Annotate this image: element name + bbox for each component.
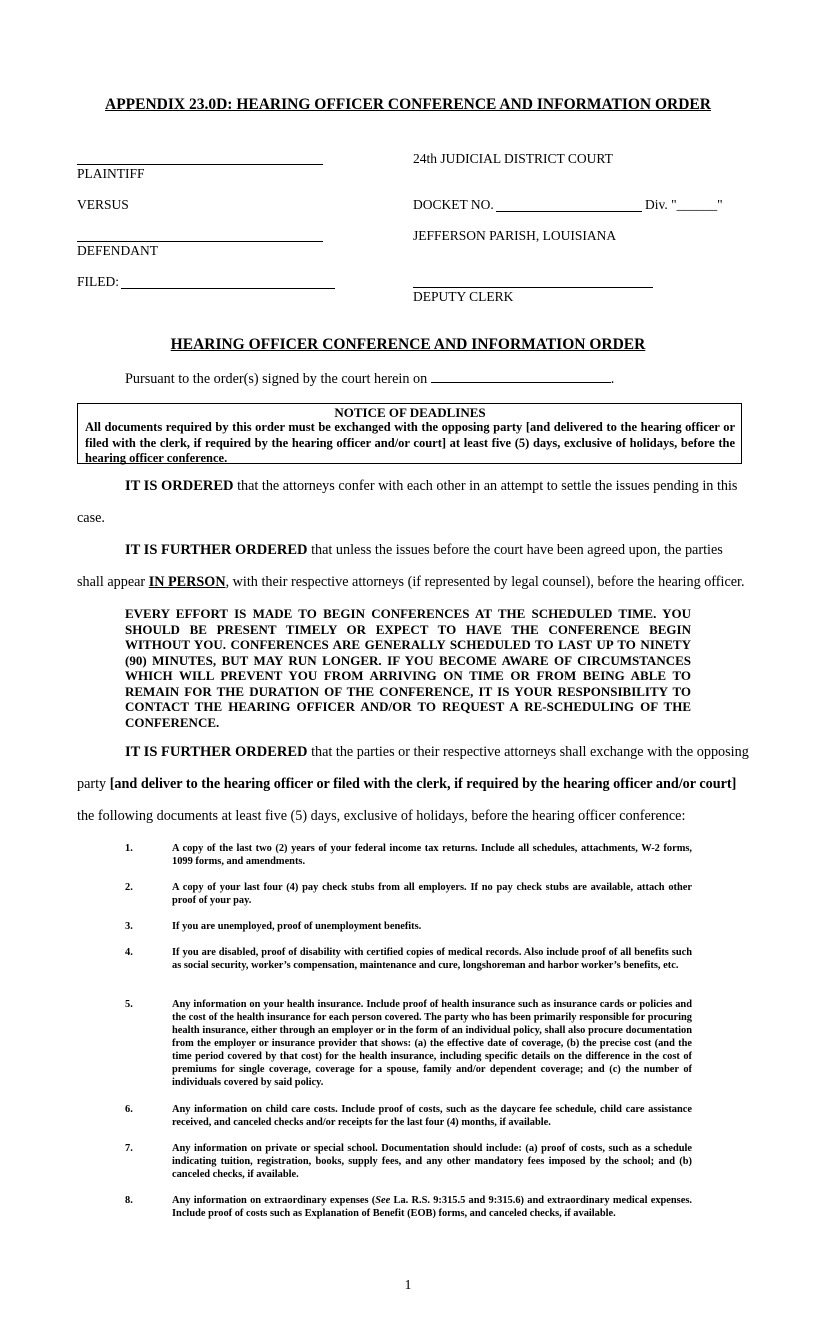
list-item-text: Any information on child care costs. Include proof of costs, such as the daycare fee schedule, child care assistance received, and canceled checks and/or receipts for the last four (4) months, if available. xyxy=(172,1104,692,1128)
further-ordered-text: that unless the issues before the court have been agreed upon, the parties xyxy=(307,542,723,558)
notice-body: All documents required by this order must be exchanged with the opposing party [and delivered to the hearing officer or filed with the clerk, if required by the hearing officer and/or court] at least five (5) days, exclusive of holidays, before the hearing officer conference. xyxy=(85,420,735,465)
paragraph-exchange-line-3: the following documents at least five (5) days, exclusive of holidays, before the hearing officer conference: xyxy=(77,808,686,824)
ordered-text: that the attorneys confer with each other in an attempt to settle the issues pending in this xyxy=(233,478,738,494)
notice-heading: NOTICE OF DEADLINES xyxy=(334,405,486,420)
list-item-text xyxy=(172,1194,692,1220)
list-item-number: 8. xyxy=(125,1195,133,1206)
paragraph-ordered-line-2: case. xyxy=(77,510,105,526)
parish-name: JEFFERSON PARISH, LOUISIANA xyxy=(413,228,617,243)
appear-text: shall appear xyxy=(77,574,149,590)
exchange-heading: IT IS FURTHER ORDERED xyxy=(125,744,308,760)
order-title: HEARING OFFICER CONFERENCE AND INFORMATION ORDER xyxy=(170,336,646,353)
pursuant-end: . xyxy=(610,371,615,387)
plaintiff-signature-line xyxy=(77,164,323,165)
notice-of-deadlines-box xyxy=(77,403,742,464)
page-number: 1 xyxy=(404,1278,412,1293)
paragraph-exchange-line-1 xyxy=(125,744,749,761)
deputy-clerk-label: DEPUTY CLERK xyxy=(413,289,514,304)
document-title: APPENDIX 23.0D: HEARING OFFICER CONFERENCE AND INFORMATION ORDER xyxy=(105,96,711,113)
division-label: Div. "______" xyxy=(645,197,723,212)
item-8-text-end: La. R.S. 9:315.5 and 9:315.6) and extraordinary medical expenses. Include proof of costs such as Explanation of Benefit (EOB) forms, and canceled checks, if available. xyxy=(172,1195,692,1219)
party-text: party xyxy=(77,776,110,792)
deputy-clerk-signature-line xyxy=(413,287,653,288)
ordered-heading: IT IS ORDERED xyxy=(125,478,234,494)
court-name: 24th JUDICIAL DISTRICT COURT xyxy=(413,151,613,166)
list-item-text: A copy of your last four (4) pay check stubs from all employers. If no pay check stubs are available, attach other proof of your pay. xyxy=(172,882,693,906)
defendant-label: DEFENDANT xyxy=(77,243,158,258)
pursuant-text xyxy=(125,370,614,388)
list-item-number: 4. xyxy=(125,947,133,958)
list-item-number: 6. xyxy=(125,1104,133,1115)
paragraph-further-ordered-line-1 xyxy=(125,542,723,559)
docket-number-line xyxy=(496,211,642,212)
list-item-text: A copy of the last two (2) years of your federal income tax returns. Include all schedules, attachments, W-2 forms, 1099 forms, and amendments. xyxy=(172,843,692,867)
filed-date-line xyxy=(121,288,335,289)
list-item-text: If you are unemployed, proof of unemployment benefits. xyxy=(172,921,422,932)
list-item-number: 5. xyxy=(125,999,133,1010)
conference-warning: EVERY EFFORT IS MADE TO BEGIN CONFERENCES AT THE SCHEDULED TIME. YOU SHOULD BE PRESENT TIMELY OR EXPECT TO HAVE THE CONFERENCE BEGIN WITHOUT YOU. CONFERENCES ARE GENERALLY SCHEDULED TO LAST UP TO NINETY (90) MINUTES, BUT MAY RUN LONGER. IF YOU BECOME AWARE OF CIRCUMSTANCES WHICH WILL PREVENT YOU FROM ARRIVING ON TIME OR FROM BEING ABLE TO REMAIN FOR THE DURATION OF THE CONFERENCE, IT IS YOUR RESPONSIBILITY TO CONTACT THE HEARING OFFICER AND/OR TO REQUEST A RE-SCHEDULING OF THE CONFERENCE. xyxy=(125,606,691,730)
paragraph-further-ordered-line-2 xyxy=(77,574,745,591)
appear-rest-text: , with their respective attorneys (if represented by legal counsel), before the hearing officer. xyxy=(225,574,745,590)
versus-label: VERSUS xyxy=(77,197,129,212)
filed-label: FILED: xyxy=(77,274,119,289)
list-item-text: Any information on private or special school. Documentation should include: (a) proof of costs, such as a schedule indicating tuition, registration, books, supply fees, and any other mandatory fees imposed by the school; and (b) canceled checks, if available. xyxy=(172,1143,692,1180)
exchange-text: that the parties or their respective attorneys shall exchange with the opposing xyxy=(307,744,749,760)
list-item-text: If you are disabled, proof of disability with certified copies of medical records. Also include proof of all benefits such as social security, worker’s compensation, maintenance and cure, longshoreman and harbor worker’s benefits, etc. xyxy=(172,947,692,971)
item-8-text-start: Any information on extraordinary expenses ( xyxy=(172,1195,376,1206)
deliver-emphasis: [and deliver to the hearing officer or filed with the clerk, if required by the hearing officer and/or court] xyxy=(109,776,737,792)
pursuant-label: Pursuant to the order(s) signed by the court herein on xyxy=(125,371,428,387)
docket-label: DOCKET NO. xyxy=(413,197,494,212)
list-item-text: Any information on your health insurance. Include proof of health insurance such as insurance cards or policies and the cost of the health insurance for each person covered. The party who has been primarily responsible for procuring health insurance, either through an employer or in the form of an individual policy, shall also procure documentation from the employer or insurance provider that shows: (a) the effective date of coverage, (b) the precise cost (and the time period covered by that cost) for the health insurance, including specific details on the difference in the cost of premiums for single coverage, coverage for a spouse, family and/or dependent coverage; and (c) the number of individuals covered by said policy. xyxy=(172,999,692,1088)
order-date-blank xyxy=(431,370,611,383)
list-item-number: 2. xyxy=(125,882,133,893)
further-ordered-heading: IT IS FURTHER ORDERED xyxy=(125,542,308,558)
plaintiff-label: PLAINTIFF xyxy=(77,166,145,181)
list-item-number: 3. xyxy=(125,921,133,932)
list-item-number: 7. xyxy=(125,1143,133,1154)
list-item-number: 1. xyxy=(125,843,133,854)
defendant-signature-line xyxy=(77,241,323,242)
paragraph-exchange-line-2 xyxy=(77,776,736,793)
paragraph-ordered-line-1 xyxy=(125,478,737,495)
in-person-emphasis: IN PERSON xyxy=(148,574,226,590)
see-citation: See xyxy=(375,1195,391,1206)
